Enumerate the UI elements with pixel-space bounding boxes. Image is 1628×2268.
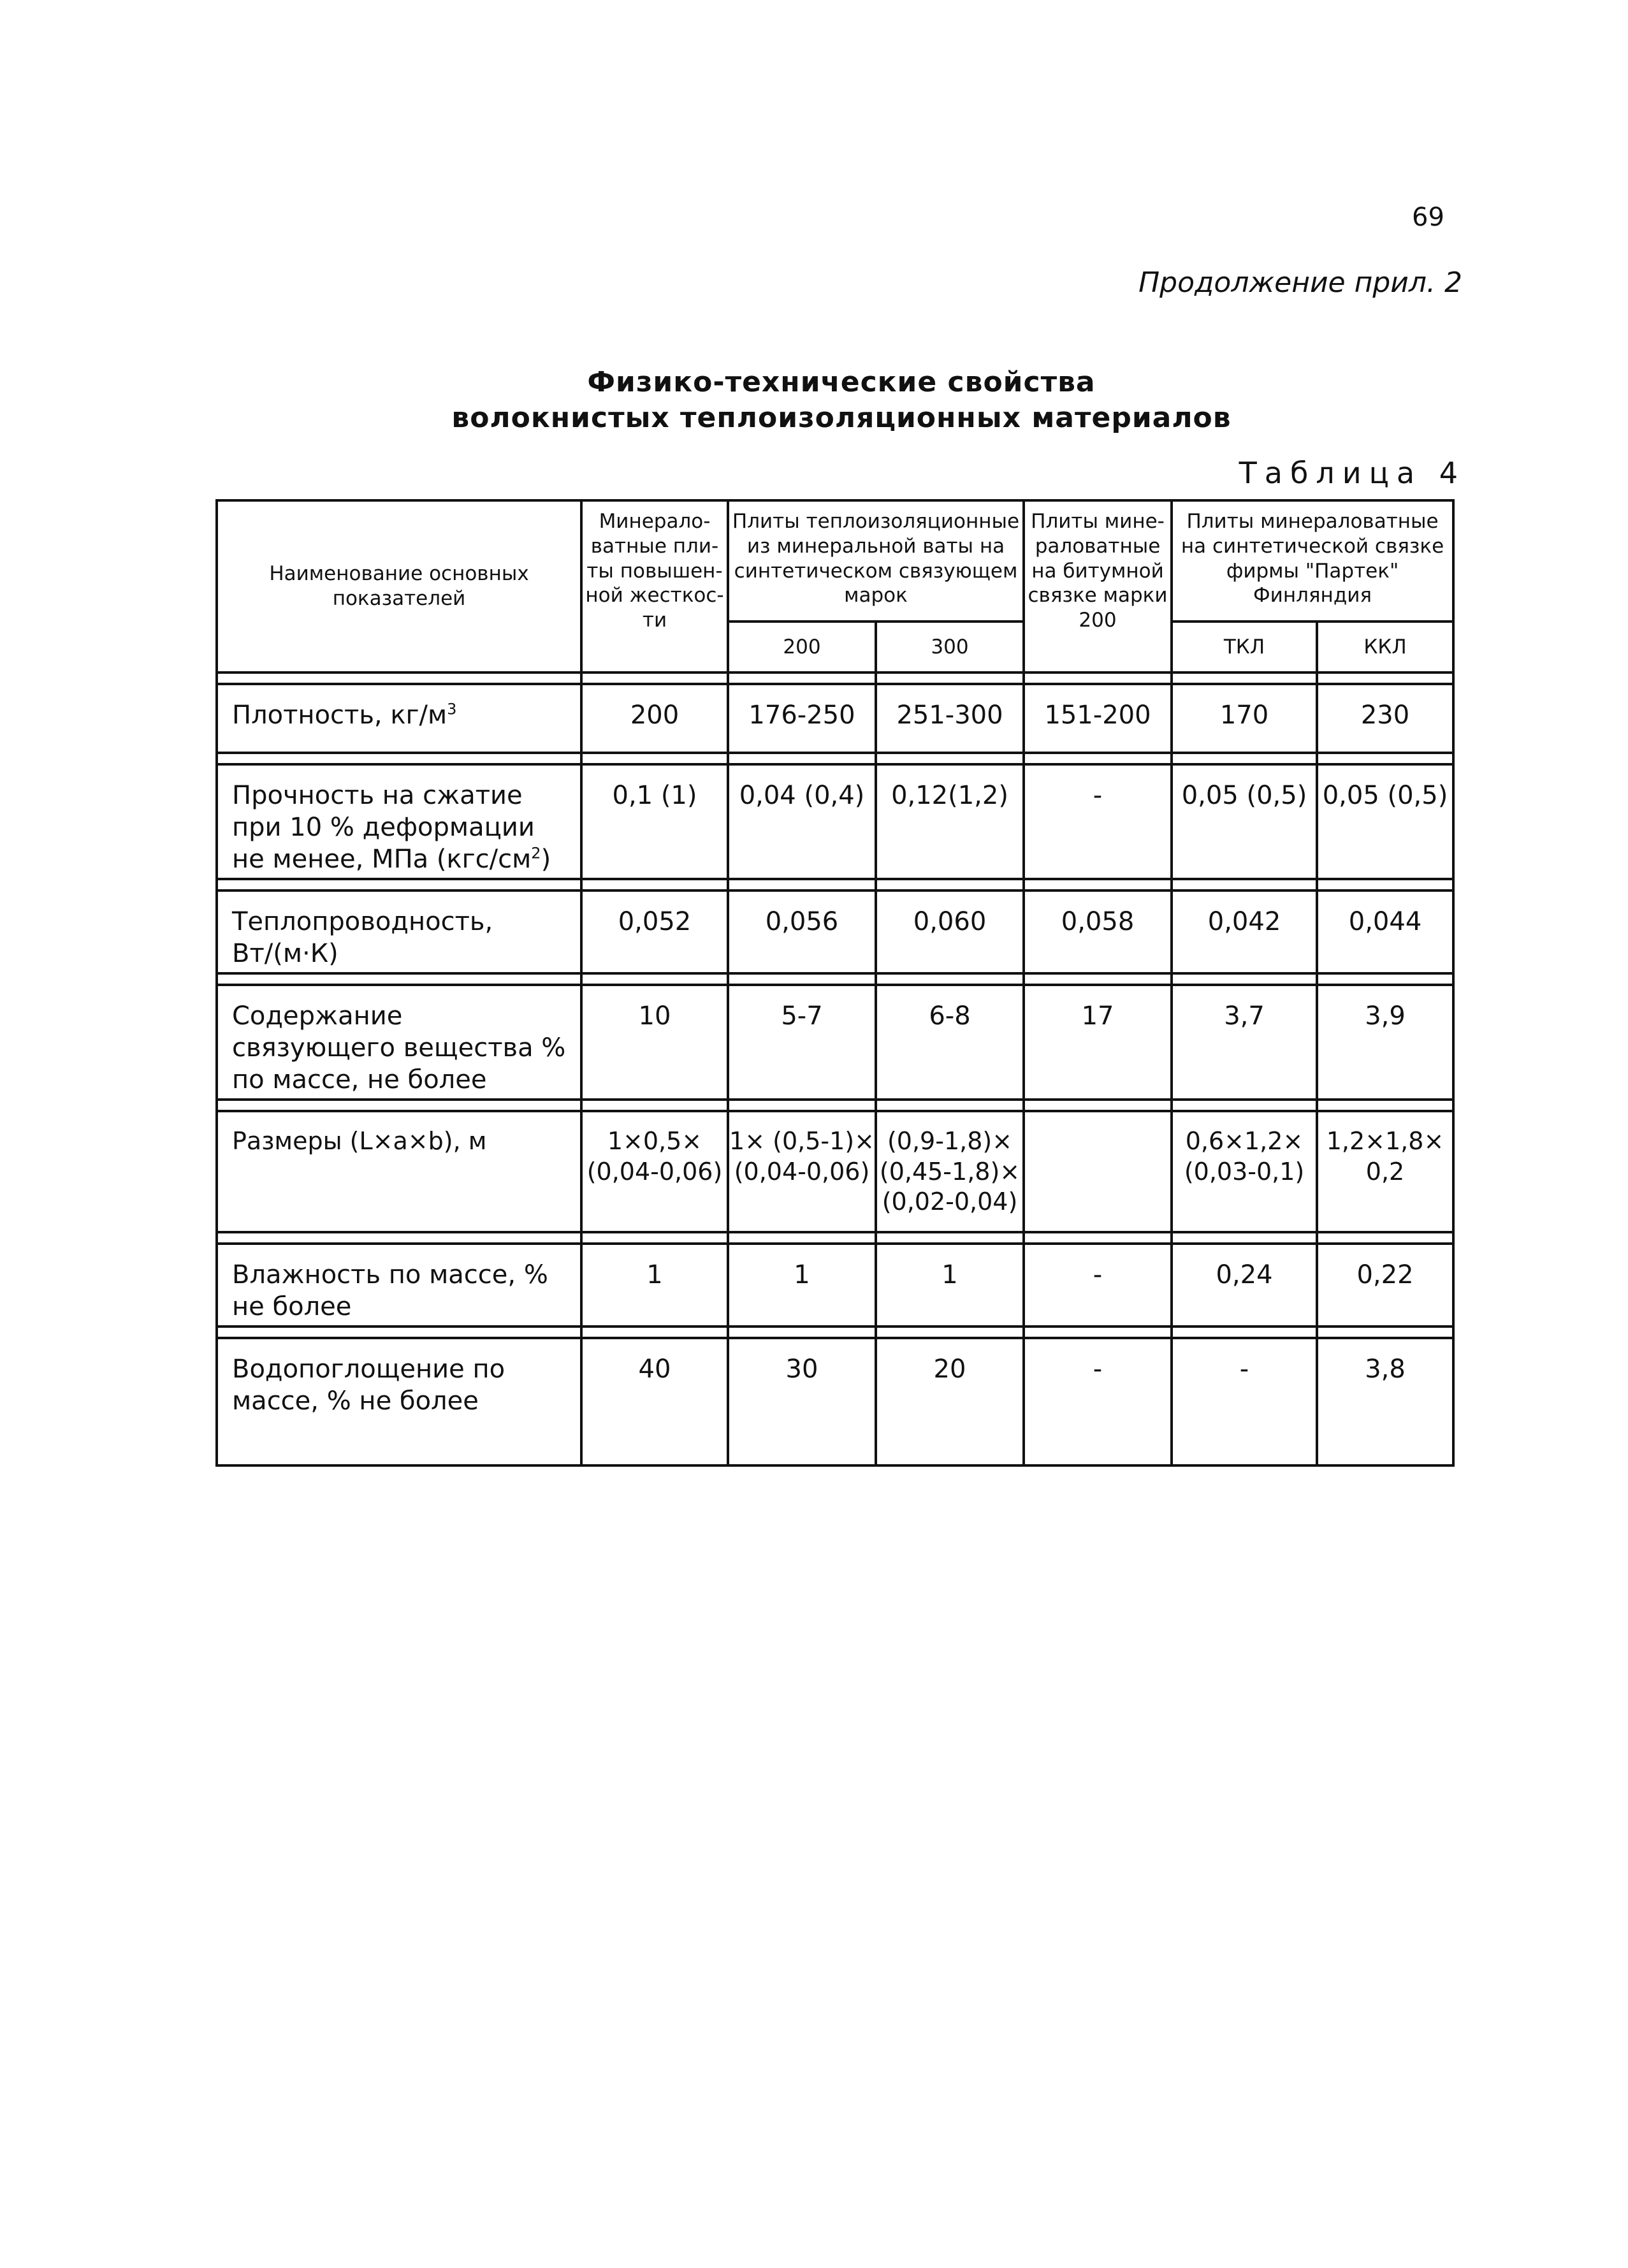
header-mineral-rigid: Минерало-ватные пли-ты повышен-ной жесткос-ти (581, 500, 728, 672)
table-cell: 1×0,5× (0,04-0,06) (581, 1111, 728, 1232)
table-cell: - (1024, 764, 1172, 879)
table-row (217, 985, 1453, 1100)
table-cell: 0,22 (1317, 1244, 1453, 1327)
header-sub-kkl: ККЛ (1317, 622, 1453, 672)
table-cell: 3,9 (1317, 985, 1453, 1100)
row-label: Содержание связующего вещества % по массе, не более (217, 985, 581, 1100)
page-number: 69 (1412, 203, 1444, 232)
table-cell: 5-7 (728, 985, 876, 1100)
table-cell: 0,056 (728, 890, 876, 973)
row-label: Теплопроводность, Вт/(м·К) (217, 890, 581, 973)
table-cell: 1 (581, 1244, 728, 1327)
row-label: Плотность, $кг/м^3$ (217, 684, 581, 753)
table-cell: 251-300 (876, 684, 1024, 753)
table-cell: 200 (581, 684, 728, 753)
row-label: Водопоглощение по массе, % не более (217, 1338, 581, 1465)
table-cell: - (1024, 1244, 1172, 1327)
table-label: Таблица 4 (1239, 456, 1465, 490)
header-synthetic-group: Плиты теплоизоляционные из минеральной ваты на синтетическом связующем марок (728, 500, 1024, 622)
table-cell: 10 (581, 985, 728, 1100)
table-cell: 1,2×1,8× 0,2 (1317, 1111, 1453, 1232)
table-cell: 20 (876, 1338, 1024, 1465)
table-cell: 17 (1024, 985, 1172, 1100)
table-cell: 230 (1317, 684, 1453, 753)
table-cell: 0,12(1,2) (876, 764, 1024, 879)
header-partek-group: Плиты минераловатные на синтетической связке фирмы "Партек" Финляндия (1172, 500, 1453, 622)
table-cell: 0,1 (1) (581, 764, 728, 879)
table-cell: - (1024, 1338, 1172, 1465)
table-row (217, 1111, 1453, 1232)
table-cell: 3,8 (1317, 1338, 1453, 1465)
table-cell (1024, 1111, 1172, 1232)
table-row (217, 1244, 1453, 1327)
table-cell: 170 (1172, 684, 1317, 753)
table-row (217, 1338, 1453, 1465)
table-cell: 0,05 (0,5) (1172, 764, 1317, 879)
table-cell: 151-200 (1024, 684, 1172, 753)
document-title (395, 365, 1288, 436)
row-label: Влажность по массе, % не более (217, 1244, 581, 1327)
continuation-note: Продолжение прил. 2 (1138, 266, 1462, 299)
table-cell: 0,04 (0,4) (728, 764, 876, 879)
table-cell: (0,9-1,8)× (0,45-1,8)× (0,02-0,04) (876, 1111, 1024, 1232)
properties-table (215, 499, 1455, 1467)
table-cell: 6-8 (876, 985, 1024, 1100)
header-sub-300: 300 (876, 622, 1024, 672)
table-cell: 0,058 (1024, 890, 1172, 973)
title-line-2: волокнистых теплоизоляционных материалов (451, 402, 1232, 434)
table-cell: 40 (581, 1338, 728, 1465)
table-cell: 0,052 (581, 890, 728, 973)
title-line-1: Физико-технические свойства (587, 366, 1096, 398)
table-cell: 176-250 (728, 684, 876, 753)
header-bitumen: Плиты мине-раловатные на битумной связке марки 200 (1024, 500, 1172, 672)
table-cell: 0,042 (1172, 890, 1317, 973)
table-cell: 1 (728, 1244, 876, 1327)
table-row (217, 684, 1453, 753)
table-cell: 30 (728, 1338, 876, 1465)
header-sub-200: 200 (728, 622, 876, 672)
table-cell: 1 (876, 1244, 1024, 1327)
table-row (217, 764, 1453, 879)
table-cell: 0,044 (1317, 890, 1453, 973)
table-row (217, 890, 1453, 973)
table-cell: - (1172, 1338, 1317, 1465)
table-cell: 0,060 (876, 890, 1024, 973)
header-name: Наименование основных показателей (217, 500, 581, 672)
table-cell: 1× (0,5-1)× (0,04-0,06) (728, 1111, 876, 1232)
table-cell: 0,05 (0,5) (1317, 764, 1453, 879)
table-cell: 0,6×1,2× (0,03-0,1) (1172, 1111, 1317, 1232)
header-sub-tkl: ТКЛ (1172, 622, 1317, 672)
row-label: Прочность на сжатие при 10 % деформации не менее, МПа $(кгс/см^2)$ (217, 764, 581, 879)
table-cell: 0,24 (1172, 1244, 1317, 1327)
row-label: Размеры (L×a×b), м (217, 1111, 581, 1232)
table-cell: 3,7 (1172, 985, 1317, 1100)
